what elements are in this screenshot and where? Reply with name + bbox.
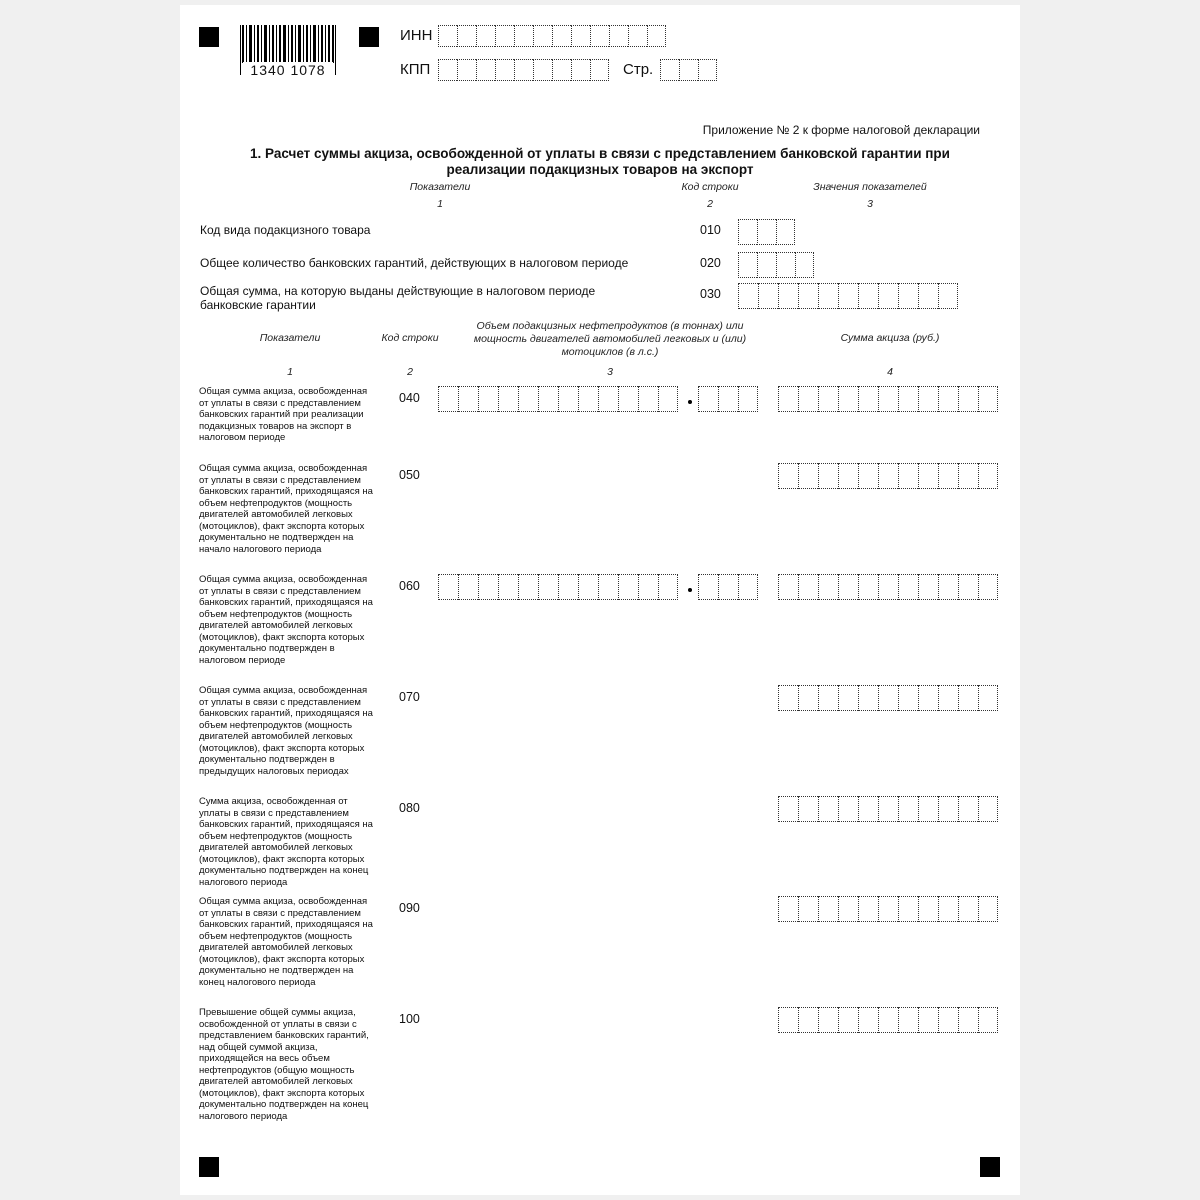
entry-cell[interactable] [958,796,978,822]
entry-cell[interactable] [495,25,514,47]
entry-cell[interactable] [514,59,533,81]
entry-cell[interactable] [958,896,978,922]
row-080-label: Сумма акциза, освобожденная от уплаты в связи с представлением банковских гарантий, приходящаяся на объем нефтепродуктов (мощность двигателей автомобилей легковых (мотоциклов), факт экспорта которых документально подтвержден на конец налогового периода [199,796,373,888]
top-col-number-3: 3 [867,198,873,210]
entry-cell[interactable] [978,796,998,822]
entry-cell[interactable] [638,386,658,412]
entry-cell[interactable] [738,252,757,278]
entry-cell[interactable] [476,25,495,47]
entry-cell[interactable] [609,25,628,47]
entry-cell[interactable] [838,386,858,412]
entry-cell[interactable] [838,1007,858,1033]
entry-cell[interactable] [938,386,958,412]
row-020-value-field[interactable] [738,252,814,278]
entry-cell[interactable] [658,574,678,600]
entry-cell[interactable] [858,685,878,711]
entry-cell[interactable] [878,796,898,822]
entry-cell[interactable] [978,386,998,412]
entry-cell[interactable] [978,574,998,600]
entry-cell[interactable] [798,685,818,711]
row-070-label: Общая сумма акциза, освобожденная от уплаты в связи с представлением банковских гарантий, приходящаяся на объем нефтепродуктов (мощность двигателей автомобилей легковых (мотоциклов), факт экспорта которых документально подтвержден в предыдущих налоговых периодах [199,685,373,777]
entry-cell[interactable] [518,386,538,412]
entry-cell[interactable] [698,574,718,600]
entry-cell[interactable] [558,386,578,412]
entry-cell[interactable] [778,896,798,922]
inn-label: ИНН [400,27,433,44]
entry-cell[interactable] [798,1007,818,1033]
entry-cell[interactable] [858,574,878,600]
entry-cell[interactable] [898,463,918,489]
row-090-code: 090 [399,901,420,915]
row-040-volume-int-field[interactable] [438,386,678,412]
entry-cell[interactable] [938,463,958,489]
entry-cell[interactable] [878,463,898,489]
corner-marker-top-mid [359,27,379,47]
entry-cell[interactable] [978,1007,998,1033]
entry-cell[interactable] [578,574,598,600]
entry-cell[interactable] [858,386,878,412]
entry-cell[interactable] [738,574,758,600]
entry-cell[interactable] [798,896,818,922]
entry-cell[interactable] [878,386,898,412]
entry-cell[interactable] [598,574,618,600]
entry-cell[interactable] [758,283,778,309]
entry-cell[interactable] [818,283,838,309]
row-030-code: 030 [700,287,721,301]
entry-cell[interactable] [818,685,838,711]
row-040-excise-sum-field[interactable] [778,386,998,412]
entry-cell[interactable] [578,386,598,412]
entry-cell[interactable] [818,796,838,822]
bottom-col-header-indicator: Показатели [259,332,321,344]
row-020-label: Общее количество банковских гарантий, действующих в налоговом периоде [200,256,629,270]
entry-cell[interactable] [898,1007,918,1033]
entry-cell[interactable] [679,59,698,81]
entry-cell[interactable] [838,685,858,711]
top-col-header-values: Значения показателей [813,181,927,193]
entry-cell[interactable] [476,59,495,81]
bottom-col-number-1: 1 [287,366,293,378]
entry-cell[interactable] [438,25,457,47]
corner-marker-bottom-right [980,1157,1000,1177]
entry-cell[interactable] [738,219,757,245]
row-060-code: 060 [399,579,420,593]
entry-cell[interactable] [538,574,558,600]
entry-cell[interactable] [798,463,818,489]
row-060-excise-sum-field[interactable] [778,574,998,600]
entry-cell[interactable] [918,896,938,922]
entry-cell[interactable] [778,1007,798,1033]
bottom-col-number-3: 3 [607,366,613,378]
entry-cell[interactable] [918,463,938,489]
entry-cell[interactable] [838,283,858,309]
entry-cell[interactable] [798,796,818,822]
entry-cell[interactable] [558,574,578,600]
entry-cell[interactable] [514,25,533,47]
entry-cell[interactable] [776,252,795,278]
entry-cell[interactable] [458,574,478,600]
entry-cell[interactable] [918,685,938,711]
row-060-volume-int-field[interactable] [438,574,678,600]
row-060-volume-frac-field[interactable] [698,574,758,600]
row-010-label: Код вида подакцизного товара [200,223,371,237]
entry-cell[interactable] [938,896,958,922]
entry-cell[interactable] [858,283,878,309]
row-100-excise-sum-field[interactable] [778,1007,998,1033]
entry-cell[interactable] [571,59,590,81]
barcode [240,25,336,78]
row-060-label: Общая сумма акциза, освобожденная от уплаты в связи с представлением банковских гарантий, приходящаяся на объем нефтепродуктов (мощность двигателей автомобилей легковых (мотоциклов), факт экспорта которых документально подтвержден в налоговом периоде [199,574,373,666]
entry-cell[interactable] [778,463,798,489]
row-070-code: 070 [399,690,420,704]
entry-cell[interactable] [778,283,798,309]
entry-cell[interactable] [498,574,518,600]
row-050-excise-sum-field[interactable] [778,463,998,489]
entry-cell[interactable] [978,463,998,489]
entry-cell[interactable] [647,25,666,47]
entry-cell[interactable] [898,896,918,922]
entry-cell[interactable] [457,25,476,47]
entry-cell[interactable] [478,574,498,600]
bottom-col-number-4: 4 [887,366,893,378]
entry-cell[interactable] [478,386,498,412]
entry-cell[interactable] [778,685,798,711]
decimal-point-060 [688,588,692,592]
entry-cell[interactable] [898,386,918,412]
entry-cell[interactable] [838,574,858,600]
entry-cell[interactable] [838,463,858,489]
entry-cell[interactable] [938,283,958,309]
entry-cell[interactable] [498,386,518,412]
entry-cell[interactable] [818,574,838,600]
row-080-code: 080 [399,801,420,815]
barcode-number: 1340 1078 [243,62,333,78]
entry-cell[interactable] [838,896,858,922]
entry-cell[interactable] [757,219,776,245]
entry-cell[interactable] [858,1007,878,1033]
entry-cell[interactable] [918,283,938,309]
entry-cell[interactable] [590,25,609,47]
entry-cell[interactable] [958,1007,978,1033]
entry-cell[interactable] [918,1007,938,1033]
kpp-label: КПП [400,61,431,78]
entry-cell[interactable] [818,896,838,922]
row-040-volume-frac-field[interactable] [698,386,758,412]
entry-cell[interactable] [798,283,818,309]
entry-cell[interactable] [858,463,878,489]
inn-field[interactable] [438,25,666,47]
entry-cell[interactable] [618,574,638,600]
row-020-code: 020 [700,256,721,270]
entry-cell[interactable] [658,386,678,412]
entry-cell[interactable] [552,59,571,81]
entry-cell[interactable] [538,386,558,412]
entry-cell[interactable] [798,574,818,600]
row-040-label: Общая сумма акциза, освобожденная от уплаты в связи с представлением банковских гарантий при реализации подакцизных товаров на экспорт в налоговом периоде [199,386,368,443]
decimal-point-040 [688,400,692,404]
appendix-note: Приложение № 2 к форме налоговой декларации [702,123,980,137]
entry-cell[interactable] [738,386,758,412]
entry-cell[interactable] [978,896,998,922]
entry-cell[interactable] [918,386,938,412]
entry-cell[interactable] [878,685,898,711]
entry-cell[interactable] [495,59,514,81]
entry-cell[interactable] [898,283,918,309]
entry-cell[interactable] [878,574,898,600]
bottom-col-header-volume: Объем подакцизных нефтепродуктов (в тоннах) или мощность двигателей автомобилей легковых и (или) мотоциклов (в л.с.) [473,320,747,358]
entry-cell[interactable] [818,386,838,412]
entry-cell[interactable] [878,896,898,922]
entry-cell[interactable] [958,685,978,711]
row-100-label: Превышение общей суммы акциза, освобожденной от уплаты в связи с представлением банковских гарантий, над общей суммой акциза, приходящейся на весь объем нефтепродуктов (общую мощность двигателей автомобилей легковых (мотоциклов), факт экспорта которых документально подтвержден на конец налогового периода [199,1007,369,1122]
entry-cell[interactable] [918,796,938,822]
entry-cell[interactable] [438,386,458,412]
entry-cell[interactable] [438,59,457,81]
entry-cell[interactable] [458,386,478,412]
entry-cell[interactable] [958,574,978,600]
entry-cell[interactable] [938,574,958,600]
entry-cell[interactable] [718,574,738,600]
row-010-value-field[interactable] [738,219,795,245]
corner-marker-bottom-left [199,1157,219,1177]
entry-cell[interactable] [698,386,718,412]
row-050-label: Общая сумма акциза, освобожденная от уплаты в связи с представлением банковских гарантий, приходящаяся на объем нефтепродуктов (мощность двигателей автомобилей легковых (мотоциклов), факт экспорта которых документально не подтвержден на начало налогового периода [199,463,373,555]
kpp-field[interactable] [438,59,609,81]
section-title: 1. Расчет суммы акциза, освобожденной от уплаты в связи с представлением банковской гарантии при реализации подакцизных товаров на экспорт [250,146,950,177]
entry-cell[interactable] [978,685,998,711]
entry-cell[interactable] [590,59,609,81]
top-col-header-indicator: Показатели [409,181,471,193]
entry-cell[interactable] [858,796,878,822]
entry-cell[interactable] [898,685,918,711]
page-number-label: Стр. [623,61,654,78]
entry-cell[interactable] [898,796,918,822]
row-080-excise-sum-field[interactable] [778,796,998,822]
top-col-header-code: Код строки [681,181,739,193]
entry-cell[interactable] [938,796,958,822]
entry-cell[interactable] [571,25,590,47]
page-number-field[interactable] [660,59,717,81]
entry-cell[interactable] [628,25,647,47]
row-090-excise-sum-field[interactable] [778,896,998,922]
entry-cell[interactable] [958,386,978,412]
entry-cell[interactable] [795,252,814,278]
entry-cell[interactable] [818,1007,838,1033]
entry-cell[interactable] [958,463,978,489]
entry-cell[interactable] [757,252,776,278]
bottom-col-number-2: 2 [407,366,413,378]
entry-cell[interactable] [457,59,476,81]
entry-cell[interactable] [533,25,552,47]
top-col-number-2: 2 [707,198,713,210]
row-010-code: 010 [700,223,721,237]
bottom-col-header-code: Код строки [381,332,439,344]
entry-cell[interactable] [938,1007,958,1033]
corner-marker-top-left [199,27,219,47]
entry-cell[interactable] [598,386,618,412]
entry-cell[interactable] [552,25,571,47]
entry-cell[interactable] [638,574,658,600]
entry-cell[interactable] [898,574,918,600]
entry-cell[interactable] [660,59,679,81]
entry-cell[interactable] [738,283,758,309]
entry-cell[interactable] [858,896,878,922]
entry-cell[interactable] [878,1007,898,1033]
row-070-excise-sum-field[interactable] [778,685,998,711]
bottom-col-header-excise-sum: Сумма акциза (руб.) [840,332,940,344]
row-040-code: 040 [399,391,420,405]
row-100-code: 100 [399,1012,420,1026]
entry-cell[interactable] [938,685,958,711]
row-030-label: Общая сумма, на которую выданы действующие в налоговом периоде банковские гарантии [200,284,596,312]
entry-cell[interactable] [776,219,795,245]
entry-cell[interactable] [518,574,538,600]
row-050-code: 050 [399,468,420,482]
entry-cell[interactable] [618,386,638,412]
entry-cell[interactable] [438,574,458,600]
top-col-number-1: 1 [437,198,443,210]
entry-cell[interactable] [778,574,798,600]
form-page [180,5,1020,1195]
entry-cell[interactable] [698,59,717,81]
entry-cell[interactable] [818,463,838,489]
entry-cell[interactable] [838,796,858,822]
entry-cell[interactable] [778,796,798,822]
entry-cell[interactable] [718,386,738,412]
row-090-label: Общая сумма акциза, освобожденная от уплаты в связи с представлением банковских гарантий, приходящаяся на объем нефтепродуктов (мощность двигателей автомобилей легковых (мотоциклов), факт экспорта которых документально не подтвержден на конец налогового периода [199,896,373,988]
entry-cell[interactable] [918,574,938,600]
row-030-value-field[interactable] [738,283,958,309]
entry-cell[interactable] [778,386,798,412]
entry-cell[interactable] [878,283,898,309]
entry-cell[interactable] [533,59,552,81]
entry-cell[interactable] [798,386,818,412]
